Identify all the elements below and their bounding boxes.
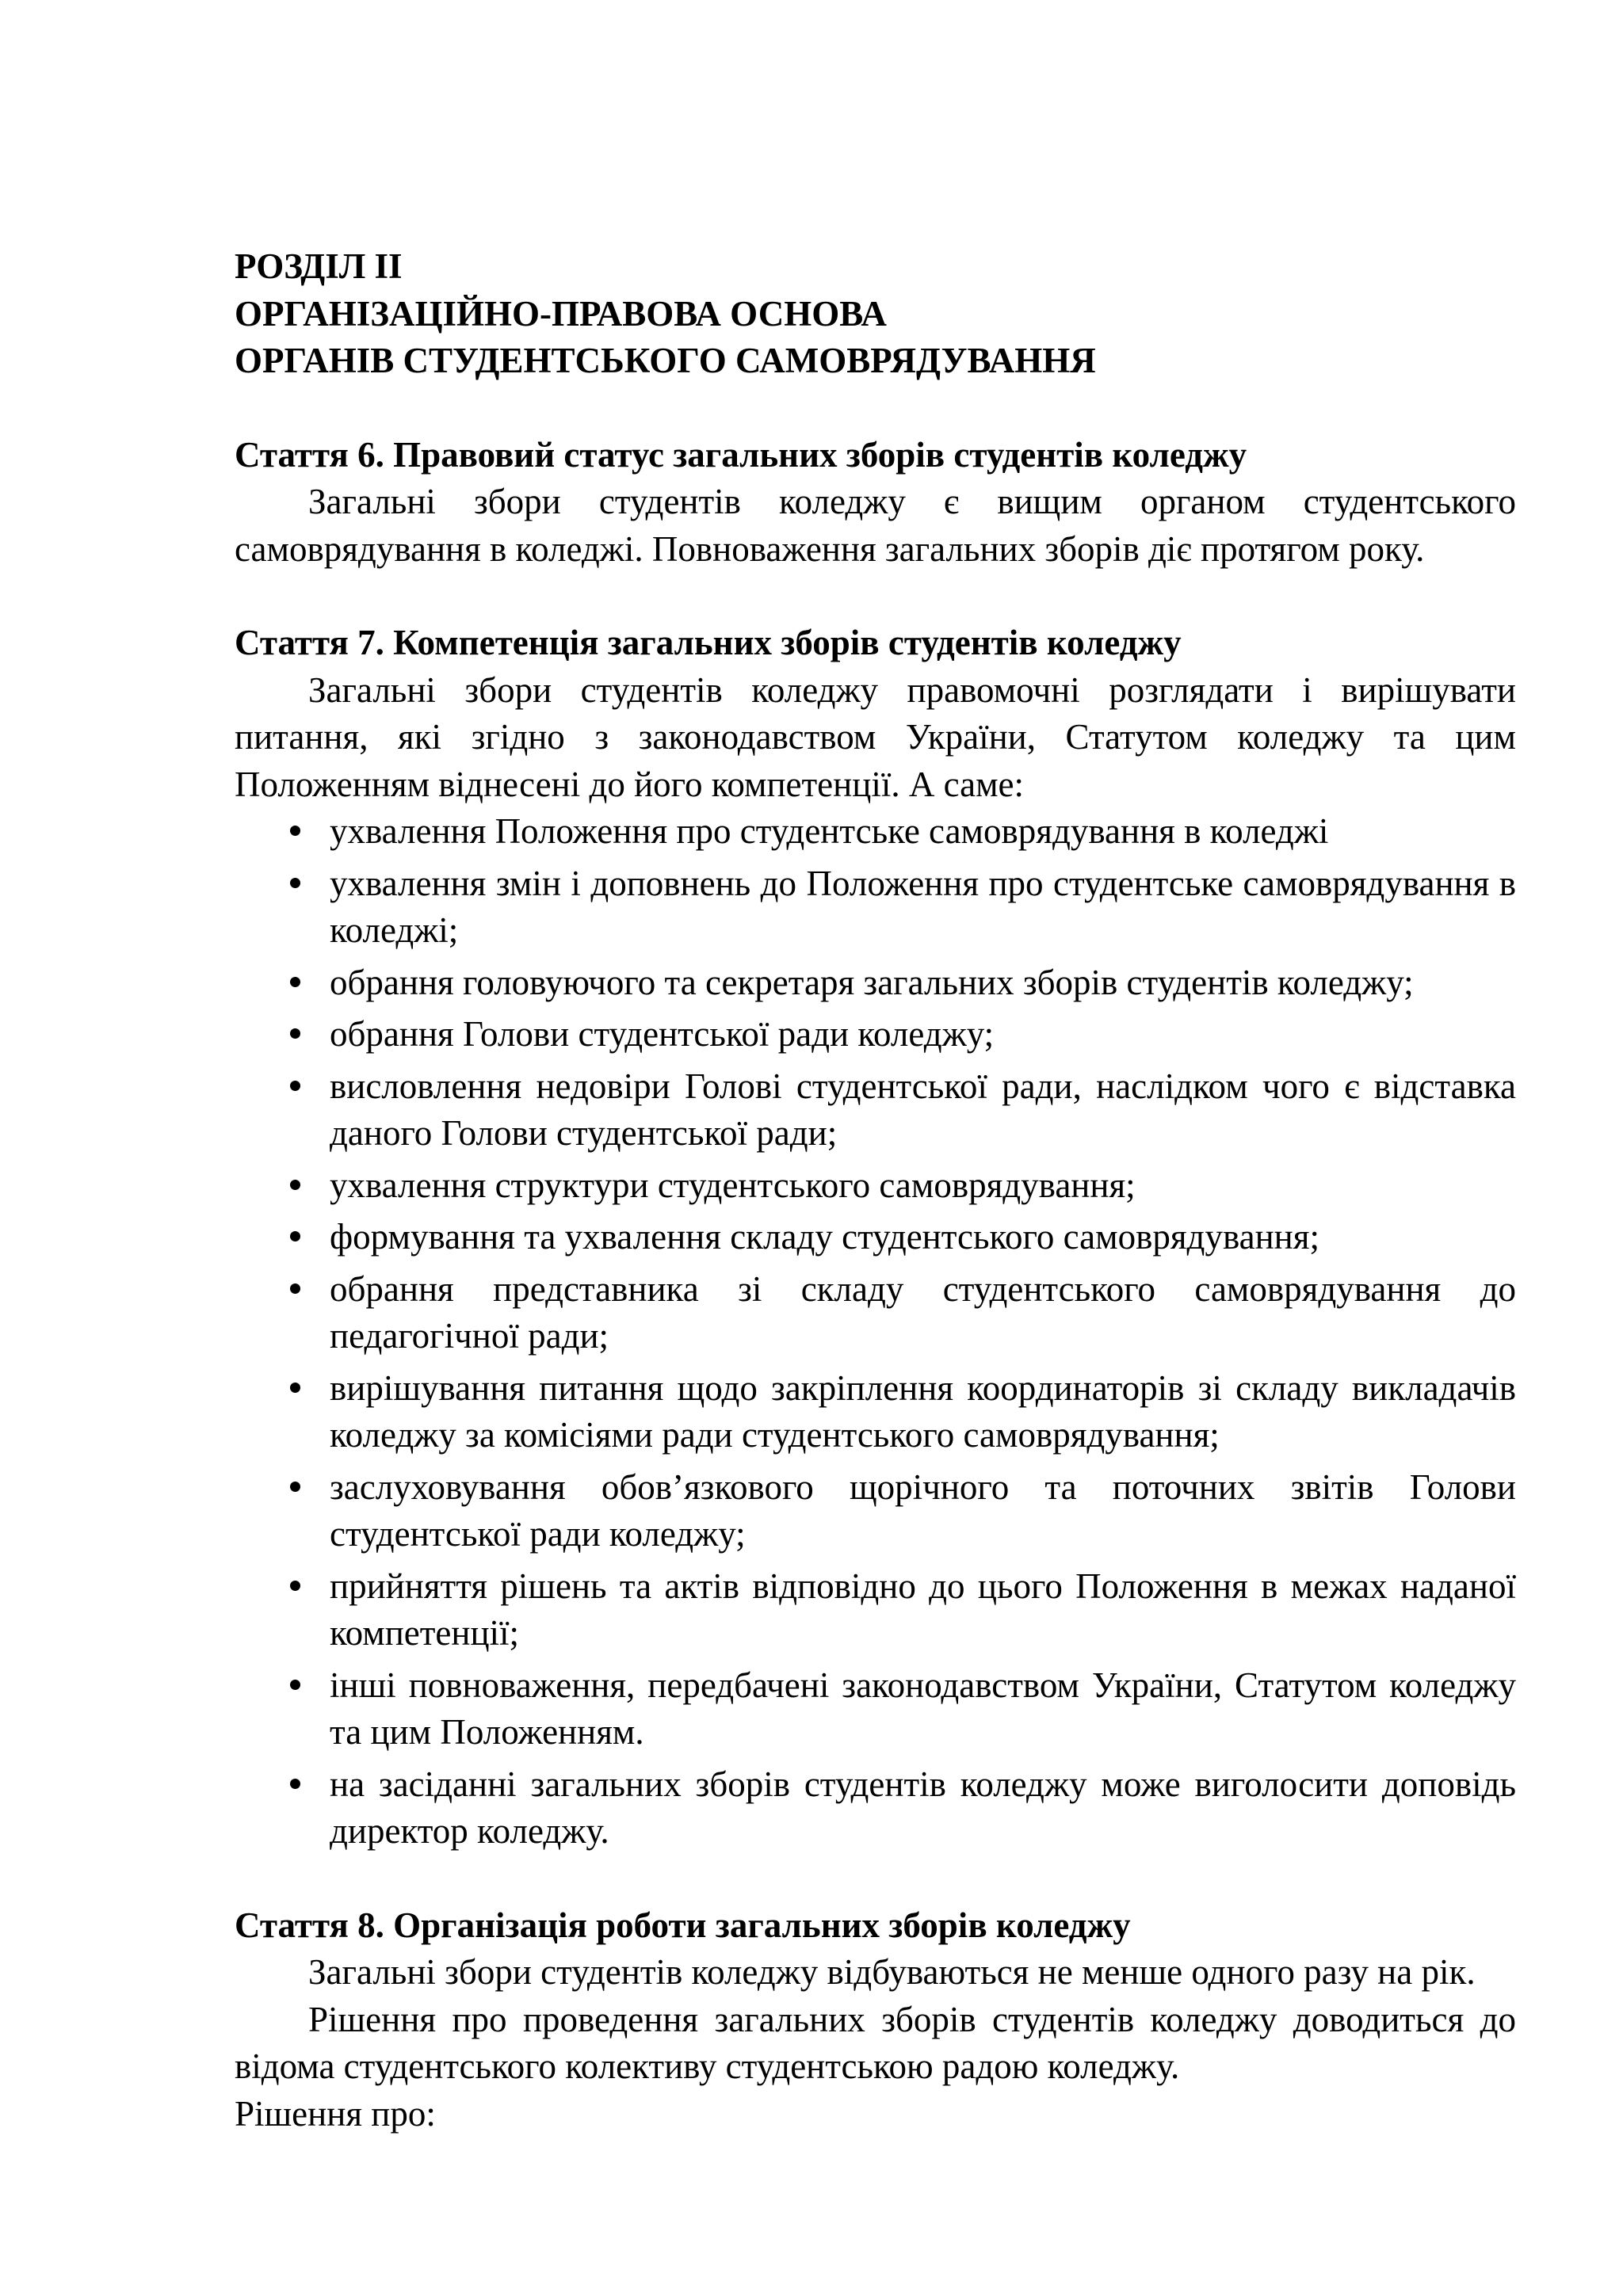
bullet-icon (283, 1563, 307, 1611)
list-item-text: прийняття рішень та актів відповідно до цього Положення в межах наданої компетенції; (330, 1566, 1516, 1653)
list-item-text: формування та ухвалення складу студентського самоврядування; (330, 1217, 1319, 1257)
article-8 (235, 1902, 1516, 2138)
list-item-text: ухвалення Положення про студентське самоврядування в коледжі (330, 811, 1329, 851)
list-item-text: обрання Голови студентської ради коледжу; (330, 1014, 995, 1054)
article-7-text: Загальні збори студентів коледжу правомочні розглядати і вирішувати питання, які згідно з законодавством України, Статутом коледжу та цим Положенням віднесені до його компетенції. А саме: (235, 669, 1516, 804)
section-number: РОЗДІЛ II (235, 246, 403, 286)
list-item-text: висловлення недовіри Голові студентської ради, наслідком чого є відставка даного Голови студентської ради; (330, 1066, 1516, 1153)
list-item (330, 959, 1516, 1007)
list-item-text: на засіданні загальних зборів студентів коледжу може виголосити доповідь директор коледжу. (330, 1764, 1516, 1851)
list-item-text: ухвалення структури студентського самоврядування; (330, 1165, 1136, 1205)
list-item-text: вирішування питання щодо закріплення координаторів зі складу викладачів коледжу за комісіями ради студентського самоврядування; (330, 1367, 1516, 1455)
list-item (330, 1266, 1516, 1360)
section-title-line-2: ОРГАНІВ СТУДЕНТСЬКОГО САМОВРЯДУВАННЯ (235, 341, 1096, 380)
section-heading (235, 243, 1516, 385)
bullet-icon (283, 1761, 307, 1809)
list-item (330, 1662, 1516, 1756)
list-item (330, 808, 1516, 856)
list-item-text: обрання представника зі складу студентського самоврядування до педагогічної ради; (330, 1268, 1516, 1356)
article-8-paragraph-2: Рішення про проведення загальних зборів студентів коледжу доводиться до відома студентського колективу студентською радою коледжу. (235, 1999, 1516, 2086)
article-8-title: Стаття 8. Організація роботи загальних зборів коледжу (235, 1905, 1131, 1945)
list-item-text: обрання головуючого та секретаря загальних зборів студентів коледжу; (330, 962, 1414, 1002)
list-item (330, 860, 1516, 955)
competence-list (330, 808, 1516, 1855)
list-item (330, 1365, 1516, 1459)
document-content (235, 243, 1516, 2138)
list-item-text: інші повноваження, передбачені законодавством України, Статутом коледжу та цим Положенням. (330, 1665, 1516, 1752)
bullet-icon (283, 1464, 307, 1512)
article-6-text: Загальні збори студентів коледжу є вищим органом студентського самоврядування в коледжі. Повноваження загальних зборів діє протягом року. (235, 482, 1516, 569)
bullet-icon (283, 1011, 307, 1058)
bullet-icon (283, 808, 307, 856)
bullet-icon (283, 1063, 307, 1111)
list-item-text: заслуховування обов’язкового щорічного та поточних звітів Голови студентської ради коледжу; (330, 1466, 1516, 1554)
list-item (330, 1011, 1516, 1058)
article-8-paragraph-1: Загальні збори студентів коледжу відбуваються не менше одного разу на рік. (308, 1952, 1476, 1992)
list-item-text: ухвалення змін і доповнень до Положення про студентське самоврядування в коледжі; (330, 863, 1516, 950)
article-6-title: Стаття 6. Правовий статус загальних зборів студентів коледжу (235, 434, 1247, 475)
list-item (330, 1063, 1516, 1158)
bullet-icon (283, 1662, 307, 1710)
bullet-icon (283, 860, 307, 908)
article-6 (235, 432, 1516, 574)
list-item (330, 1563, 1516, 1657)
section-title-line-1: ОРГАНІЗАЦІЙНО-ПРАВОВА ОСНОВА (235, 293, 887, 334)
list-item (330, 1214, 1516, 1261)
bullet-icon (283, 1365, 307, 1413)
list-item (330, 1162, 1516, 1210)
article-7 (235, 620, 1516, 1855)
article-8-paragraph-3: Рішення про: (235, 2093, 436, 2134)
list-item (330, 1761, 1516, 1855)
bullet-icon (283, 1266, 307, 1314)
list-item (330, 1464, 1516, 1558)
bullet-icon (283, 1214, 307, 1261)
bullet-icon (283, 959, 307, 1007)
bullet-icon (283, 1162, 307, 1210)
article-7-title: Стаття 7. Компетенція загальних зборів студентів коледжу (235, 623, 1182, 662)
